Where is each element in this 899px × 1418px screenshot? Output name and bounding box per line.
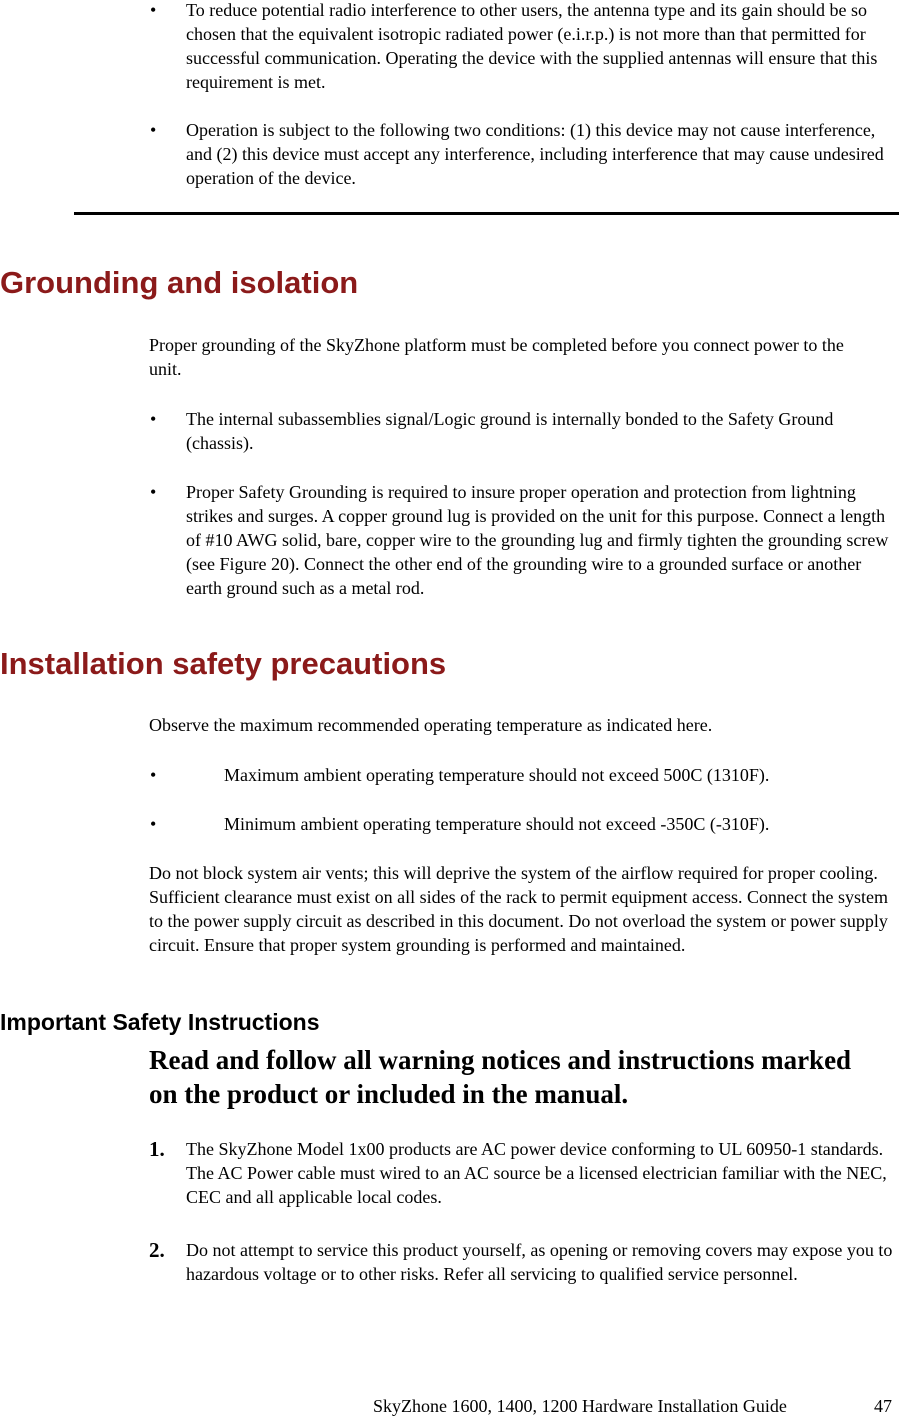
section-divider [74,212,899,215]
bullet-marker: • [150,482,157,502]
bullet-marker: • [150,409,157,429]
grounding-bullet-2: Proper Safety Grounding is required to insure proper operation and protection from lightning strikes and surges. A copper ground lug is provided on the unit for this purpose. Connect a length of #10 AWG solid, bare, copper wire to the grounding lug and firmly tighten the grounding screw (see Figure 20). Connect the other end of the grounding wire to a grounded surface or another earth ground such as a metal rod. [186,482,889,598]
item-number: 2. [149,1238,165,1262]
read-follow-callout: Read and follow all warning notices and instructions marked on the product or included in the manual. [149,1045,852,1109]
max-temperature-text: Maximum ambient operating temperature should not exceed 500C (1310F). [224,765,770,785]
service-warning-text: Do not attempt to service this product yourself, as opening or removing covers may expose you to hazardous voltage or to other risks. Refer all servicing to qualified service personnel. [186,1240,893,1284]
page-number: 47 [874,1396,892,1416]
antenna-interference-text: To reduce potential radio interference to other users, the antenna type and its gain should be so chosen that the equivalent isotropic radiated power (e.i.r.p.) is not more than that permitted for successful communication. Operating the device with the supplied antennas will ensure that this requirement is met. [186,0,878,92]
bullet-marker: • [150,814,157,834]
bullet-marker: • [150,0,157,20]
installation-intro: Observe the maximum recommended operating temperature as indicated here. [149,715,713,735]
min-temperature-text: Minimum ambient operating temperature should not exceed -350C (-310F). [224,814,770,834]
bullet-marker: • [150,765,157,785]
footer-guide-title: SkyZhone 1600, 1400, 1200 Hardware Installation Guide [373,1396,787,1416]
grounding-intro: Proper grounding of the SkyZhone platform must be completed before you connect power to the unit. [149,335,844,379]
bullet-marker: • [150,120,157,140]
operation-conditions-text: Operation is subject to the following two conditions: (1) this device may not cause interference, and (2) this device must accept any interference, including interference that may cause undesired operation of the device. [186,120,884,188]
item-number: 1. [149,1137,165,1161]
grounding-heading: Grounding and isolation [0,265,359,300]
ul-standards-text: The SkyZhone Model 1x00 products are AC power device conforming to UL 60950-1 standards. The AC Power cable must wired to an AC source be a licensed electrician familiar with the NEC, CEC and all applicable local codes. [186,1139,887,1207]
air-vents-paragraph: Do not block system air vents; this will deprive the system of the airflow required for proper cooling. Sufficient clearance must exist on all sides of the rack to permit equipment access. Connect the system to the power supply circuit as described in this document. Do not overload the system or power supply circuit. Ensure that proper system grounding is performed and maintained. [149,863,888,955]
grounding-bullet-1: The internal subassemblies signal/Logic ground is internally bonded to the Safety Ground (chassis). [186,409,834,453]
installation-heading: Installation safety precautions [0,646,447,681]
safety-instructions-heading: Important Safety Instructions [0,1009,320,1035]
